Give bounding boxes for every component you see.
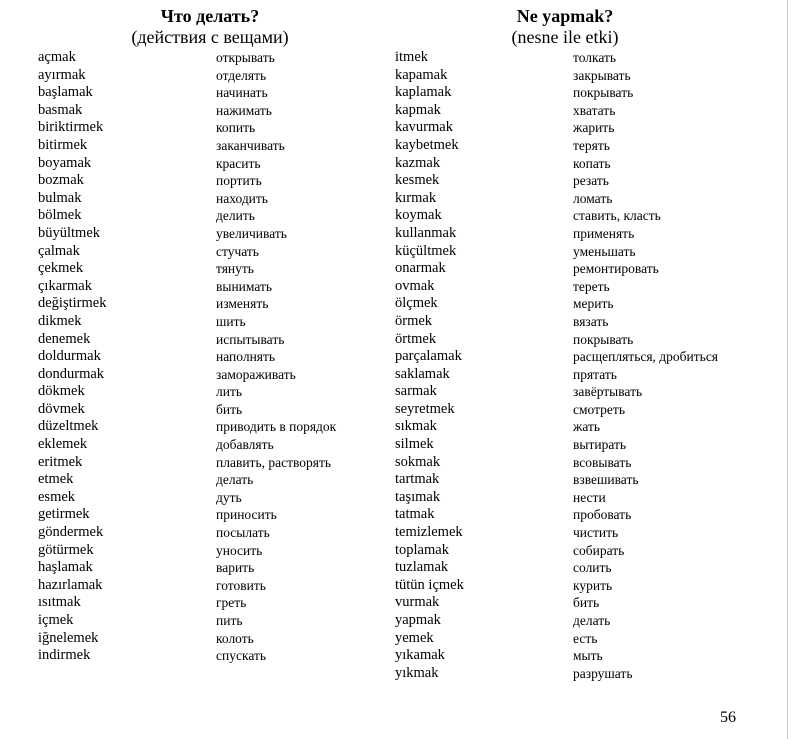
russian-translation: шить [216,313,246,329]
turkish-verb: bölmek [38,207,82,224]
russian-translation: взвешивать [573,472,639,488]
russian-translation: чистить [573,525,619,541]
turkish-verb: saklamak [395,365,450,382]
russian-translation: замораживать [216,366,296,382]
left-section-title: Что делать? [160,6,260,26]
russian-translation: смотреть [573,401,625,417]
russian-translation: увеличивать [216,225,287,241]
turkish-verb: örmek [395,312,433,329]
russian-translation: находить [216,190,268,206]
turkish-verb: sarmak [395,383,437,400]
russian-translation: уносить [216,542,263,558]
turkish-verb: tatmak [395,506,435,523]
turkish-verb: haşlamak [38,559,93,576]
turkish-verb: seyretmek [395,400,455,417]
russian-translation: покрывать [573,85,634,101]
russian-translation: мыть [573,648,603,664]
turkish-verb: kavurmak [395,119,453,136]
right-russian-translation-list [573,49,718,682]
russian-translation: приводить в порядок [216,419,337,435]
turkish-verb: tartmak [395,471,440,488]
turkish-verb: kazmak [395,154,441,171]
turkish-verb: tuzlamak [395,559,449,576]
turkish-verb: sokmak [395,453,441,470]
turkish-verb: getirmek [38,506,90,523]
turkish-verb: toplamak [395,541,449,558]
russian-translation: наполнять [216,349,276,365]
turkish-verb: dikmek [38,312,82,329]
right-turkish-verb-list [395,49,464,682]
turkish-verb: kapamak [395,66,448,83]
turkish-verb: ayırmak [38,66,86,83]
russian-translation: мерить [573,296,614,312]
russian-translation: заканчивать [216,137,285,153]
russian-translation: разрушать [573,665,633,681]
turkish-verb: etmek [38,471,74,488]
turkish-verb: ölçmek [395,295,438,312]
turkish-verb: değiştirmek [38,295,107,312]
turkish-verb: boyamak [38,154,92,171]
russian-translation: ставить, класть [573,208,661,224]
turkish-verb: sıkmak [395,418,437,435]
russian-translation: вытирать [573,437,627,453]
turkish-verb: açmak [38,49,76,65]
russian-translation: дуть [216,489,242,505]
russian-translation: толкать [573,50,617,65]
turkish-verb: itmek [395,49,429,65]
turkish-verb: içmek [38,612,74,628]
turkish-verb: hazırlamak [38,576,103,593]
russian-translation: варить [216,560,255,576]
russian-translation: покрывать [573,331,634,347]
turkish-verb: taşımak [395,488,441,505]
left-turkish-verb-list [38,49,106,665]
russian-translation: всовывать [573,454,632,470]
russian-translation: колоть [216,630,254,646]
turkish-verb: biriktirmek [38,119,104,136]
turkish-verb: dövmek [38,400,85,417]
turkish-verb: dökmek [38,383,85,400]
russian-translation: делать [216,472,254,488]
turkish-verb: eklemek [38,436,88,453]
turkish-verb: bitirmek [38,136,88,153]
russian-translation: приносить [216,507,277,523]
russian-translation: ломать [573,190,613,206]
turkish-verb: örtmek [395,330,437,347]
russian-translation: плавить, растворять [216,454,332,470]
russian-translation: завёртывать [573,384,643,400]
turkish-verb: onarmak [395,260,446,277]
turkish-verb: göndermek [38,524,104,541]
russian-translation: красить [216,155,261,171]
russian-translation: нажимать [216,102,272,118]
russian-translation: добавлять [216,437,274,453]
page-number: 56 [720,709,736,726]
turkish-verb: dondurmak [38,365,105,382]
turkish-verb: vurmak [395,594,440,611]
russian-translation: курить [573,577,613,593]
russian-translation: стучать [216,243,259,259]
russian-translation: вынимать [216,278,273,294]
russian-translation: вязать [573,313,609,329]
page-edge-line [787,0,788,739]
russian-translation: прятать [573,366,617,382]
turkish-verb: götürmek [38,541,94,558]
russian-translation: резать [573,173,609,189]
turkish-verb: düzeltmek [38,418,99,435]
turkish-verb: kırmak [395,189,437,206]
turkish-verb: bozmak [38,172,84,189]
turkish-verb: basmak [38,101,83,118]
turkish-verb: yıkmak [395,664,439,681]
turkish-verb: eritmek [38,453,83,470]
russian-translation: уменьшать [573,243,636,259]
russian-translation: расщепляться, дробиться [573,349,719,365]
russian-translation: начинать [216,85,268,101]
left-section-heading [100,6,320,48]
russian-translation: готовить [216,577,266,593]
russian-translation: изменять [216,296,269,312]
russian-translation: копать [573,155,611,171]
turkish-verb: parçalamak [395,348,462,365]
russian-translation: испытывать [216,331,285,347]
turkish-verb: indirmek [38,647,91,664]
turkish-verb: kaybetmek [395,136,459,153]
russian-translation: бить [216,401,243,417]
turkish-verb: kesmek [395,172,440,189]
russian-translation: отделять [216,67,267,83]
left-russian-translation-list [216,49,336,665]
turkish-verb: kullanmak [395,224,457,241]
turkish-verb: tütün içmek [395,576,464,593]
turkish-verb: kapmak [395,101,441,118]
turkish-verb: bulmak [38,189,82,206]
russian-translation: пробовать [573,507,632,523]
right-section-subtitle: (nesne ile etki) [511,27,619,47]
turkish-verb: çıkarmak [38,277,92,294]
russian-translation: посылать [216,525,270,541]
turkish-verb: yıkamak [395,647,445,664]
russian-translation: греть [216,595,247,611]
russian-translation: спускать [216,648,267,664]
russian-translation: открывать [216,50,275,65]
turkish-verb: yapmak [395,612,441,628]
russian-translation: есть [573,630,598,646]
turkish-verb: çekmek [38,260,84,277]
russian-translation: жать [573,419,601,435]
russian-translation: ремонтировать [573,261,659,277]
turkish-verb: iğnelemek [38,629,99,646]
right-section-title: Ne yapmak? [516,6,614,26]
turkish-verb: esmek [38,488,76,505]
turkish-verb: ısıtmak [38,594,81,611]
russian-translation: хватать [573,102,616,118]
turkish-verb: koymak [395,207,442,224]
russian-translation: собирать [573,542,625,558]
turkish-verb: doldurmak [38,348,101,365]
russian-translation: лить [216,384,243,400]
russian-translation: применять [573,225,635,241]
turkish-verb: temizlemek [395,524,463,541]
turkish-verb: çalmak [38,242,80,259]
russian-translation: жарить [573,120,615,136]
russian-translation: нести [573,489,606,505]
russian-translation: солить [573,560,612,576]
turkish-verb: büyültmek [38,224,101,241]
russian-translation: копить [216,120,256,136]
russian-translation: закрывать [573,67,631,83]
russian-translation: пить [216,613,243,628]
turkish-verb: ovmak [395,277,435,294]
turkish-verb: denemek [38,330,91,347]
russian-translation: портить [216,173,262,189]
russian-translation: тереть [573,278,610,294]
russian-translation: делить [216,208,255,224]
russian-translation: бить [573,595,600,611]
turkish-verb: başlamak [38,84,93,101]
right-section-heading [455,6,675,48]
turkish-verb: kaplamak [395,84,452,101]
turkish-verb: silmek [395,436,434,453]
russian-translation: терять [573,137,610,153]
left-section-subtitle: (действия с вещами) [131,27,289,47]
russian-translation: делать [573,613,611,628]
russian-translation: тянуть [216,261,254,277]
turkish-verb: yemek [395,629,434,646]
turkish-verb: küçültmek [395,242,457,259]
